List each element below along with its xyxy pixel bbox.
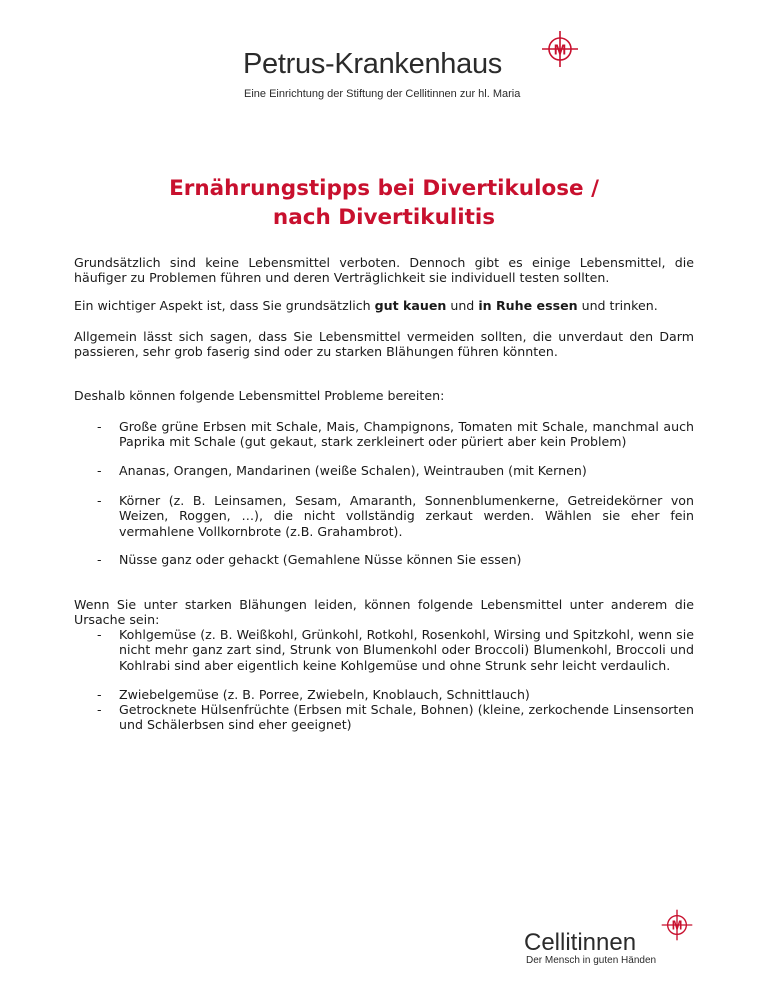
footer-mark-letter: M [671, 917, 683, 933]
problem-item-2: Ananas, Orangen, Mandarinen (weiße Schalen), Weintrauben (mit Kernen) [119, 463, 587, 478]
cellitinnen-logo-name: Cellitinnen [524, 929, 637, 956]
bloating-heading: Wenn Sie unter starken Blähungen leiden, können folgende Lebensmittel unter anderem die Ursache sein: [74, 597, 694, 628]
problem-item-3: Körner (z. B. Leinsamen, Sesam, Amaranth, Sonnenblumenkerne, Getreidekörner von Weizen, Roggen, …), die nicht vollständig zerkaut werden. Wählen sie eher fein vermahlene Vollkornbrote (z.B. Grahambrot). [119, 493, 694, 539]
list-bullet: - [97, 463, 102, 478]
bloating-item-2: Zwiebelgemüse (z. B. Porree, Zwiebeln, Knoblauch, Schnittlauch) [119, 687, 530, 702]
list-bullet: - [97, 702, 102, 717]
problem-item-1: Große grüne Erbsen mit Schale, Mais, Champignons, Tomaten mit Schale, manchmal auch Paprika mit Schale (gut gekaut, stark zerkleinert oder püriert aber kein Problem) [119, 419, 694, 450]
list-bullet: - [97, 552, 102, 567]
page-title [74, 174, 694, 232]
intro-paragraph-3: Allgemein lässt sich sagen, dass Sie Lebensmittel vermeiden sollten, die unverdaut den Darm passieren, sehr grob faserig sind oder zu starken Blähungen führen könnten. [74, 329, 694, 360]
title-line-1: Ernährungstipps bei Divertikulose / [169, 176, 599, 201]
hospital-logo-name: Petrus-Krankenhaus [243, 48, 502, 80]
problem-item-4: Nüsse ganz oder gehackt (Gemahlene Nüsse können Sie essen) [119, 552, 522, 567]
cellitinnen-logo-subtitle: Der Mensch in guten Händen [526, 955, 657, 966]
cross-logo-icon [540, 29, 580, 69]
logo-mark-letter: M [553, 41, 567, 59]
list-bullet: - [97, 627, 102, 642]
emphasis-gut-kauen: gut kauen [374, 298, 447, 313]
hospital-logo-subtitle: Eine Einrichtung der Stiftung der Cellitinnen zur hl. Maria [244, 88, 521, 100]
cross-logo-icon [660, 908, 694, 942]
list-bullet: - [97, 687, 102, 702]
list-bullet: - [97, 419, 102, 434]
problems-heading: Deshalb können folgende Lebensmittel Probleme bereiten: [74, 388, 445, 403]
bloating-item-1: Kohlgemüse (z. B. Weißkohl, Grünkohl, Rotkohl, Rosenkohl, Wirsing und Spitzkohl, wenn sie nicht mehr ganz zart sind, Strunk von Blumenkohl oder Broccoli) Blumenkohl, Broccoli und Kohlrabi sind aber eigentlich keine Kohlgemüse und ohne Strunk sehr leicht verdaulich. [119, 627, 694, 673]
emphasis-in-ruhe-essen: in Ruhe essen [478, 298, 578, 313]
intro-paragraph-2: Ein wichtiger Aspekt ist, dass Sie grundsätzlich gut kauen und in Ruhe essen und trinken. [74, 298, 658, 313]
title-line-2: nach Divertikulitis [272, 205, 496, 230]
list-bullet: - [97, 493, 102, 508]
intro-paragraph-1: Grundsätzlich sind keine Lebensmittel verboten. Dennoch gibt es einige Lebensmittel, die häufiger zu Problemen führen und deren Verträglichkeit sie individuell testen sollten. [74, 255, 694, 286]
bloating-item-3: Getrocknete Hülsenfrüchte (Erbsen mit Schale, Bohnen) (kleine, zerkochende Linsensorten und Schälerbsen sind eher geeignet) [119, 702, 694, 733]
